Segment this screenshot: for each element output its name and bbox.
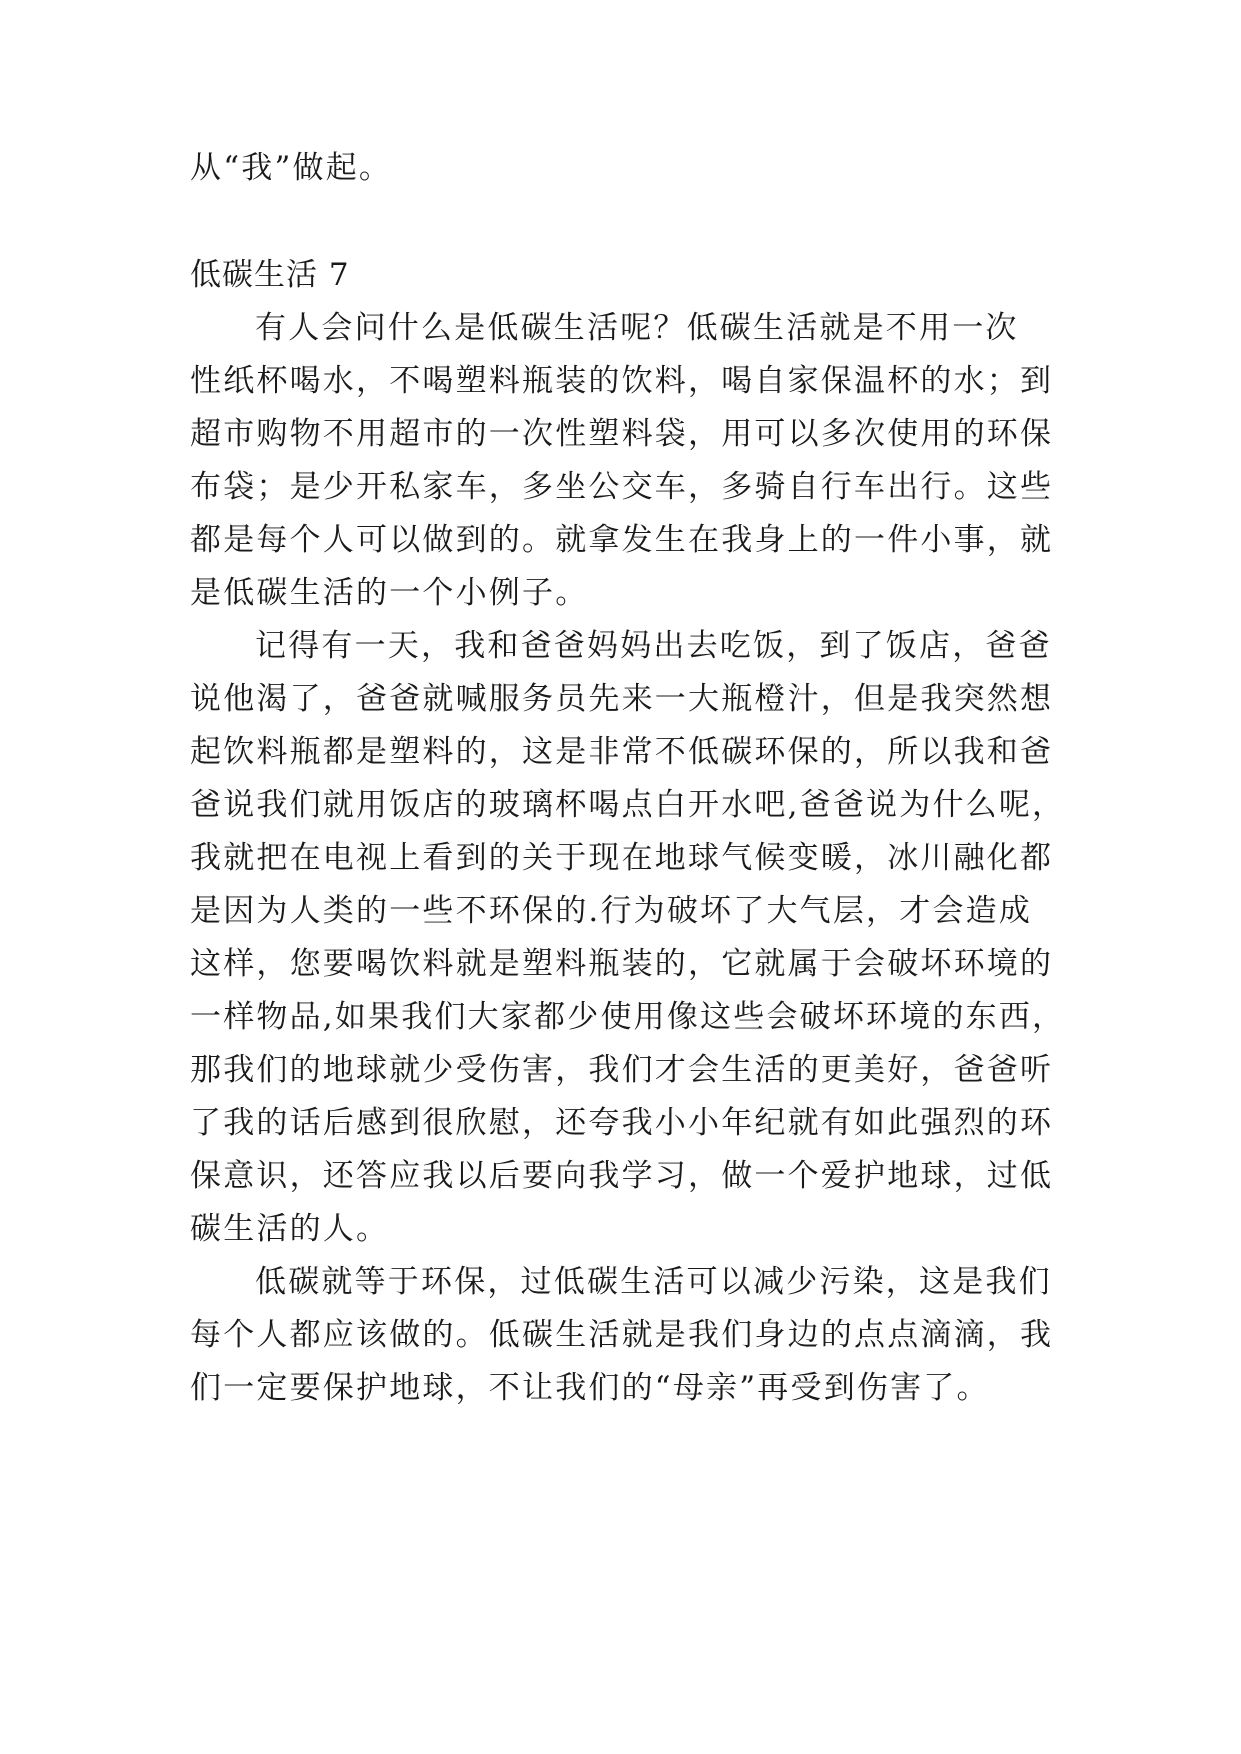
continuation-line: 从“我”做起。 — [190, 150, 393, 186]
paragraph-line: 是低碳生活的一个小例子。 — [190, 575, 589, 611]
paragraph-line: 起饮料瓶都是塑料的，这是非常不低碳环保的，所以我和爸 — [190, 734, 1054, 770]
paragraph-line: 超市购物不用超市的一次性塑料袋，用可以多次使用的环保 — [190, 416, 1054, 452]
paragraph-line: 爸说我们就用饭店的玻璃杯喝点白开水吧,爸爸说为什么呢， — [190, 787, 1066, 823]
paragraph-line: 了我的话后感到很欣慰，还夸我小小年纪就有如此强烈的环 — [190, 1105, 1054, 1141]
paragraph-line: 保意识，还答应我以后要向我学习，做一个爱护地球，过低 — [190, 1158, 1054, 1194]
paragraph-line: 是因为人类的一些不环保的.行为破坏了大气层，才会造成 — [190, 893, 1033, 929]
paragraph-line: 低碳就等于环保，过低碳生活可以减少污染，这是我们 — [255, 1264, 1052, 1300]
paragraph-line: 记得有一天，我和爸爸妈妈出去吃饭，到了饭店，爸爸 — [255, 628, 1052, 664]
section-heading: 低碳生活 7 — [190, 257, 350, 293]
paragraph-line: 一样物品,如果我们大家都少使用像这些会破坏环境的东西， — [190, 999, 1066, 1035]
paragraph-line: 每个人都应该做的。低碳生活就是我们身边的点点滴滴，我 — [190, 1317, 1054, 1353]
paragraph-line: 有人会问什么是低碳生活呢？低碳生活就是不用一次 — [255, 310, 1019, 346]
paragraph-line: 我就把在电视上看到的关于现在地球气候变暖，冰川融化都 — [190, 840, 1054, 876]
paragraph-line: 说他渴了，爸爸就喊服务员先来一大瓶橙汁，但是我突然想 — [190, 681, 1054, 717]
paragraph-line: 这样，您要喝饮料就是塑料瓶装的，它就属于会破坏环境的 — [190, 946, 1054, 982]
paragraph-line: 性纸杯喝水，不喝塑料瓶装的饮料，喝自家保温杯的水；到 — [190, 363, 1054, 399]
paragraph-line: 那我们的地球就少受伤害，我们才会生活的更美好，爸爸听 — [190, 1052, 1054, 1088]
paragraph-line: 都是每个人可以做到的。就拿发生在我身上的一件小事，就 — [190, 522, 1054, 558]
paragraph-line: 布袋；是少开私家车，多坐公交车，多骑自行车出行。这些 — [190, 469, 1054, 505]
paragraph-line: 碳生活的人。 — [190, 1211, 390, 1247]
paragraph-line: 们一定要保护地球，不让我们的“母亲”再受到伤害了。 — [190, 1370, 990, 1406]
